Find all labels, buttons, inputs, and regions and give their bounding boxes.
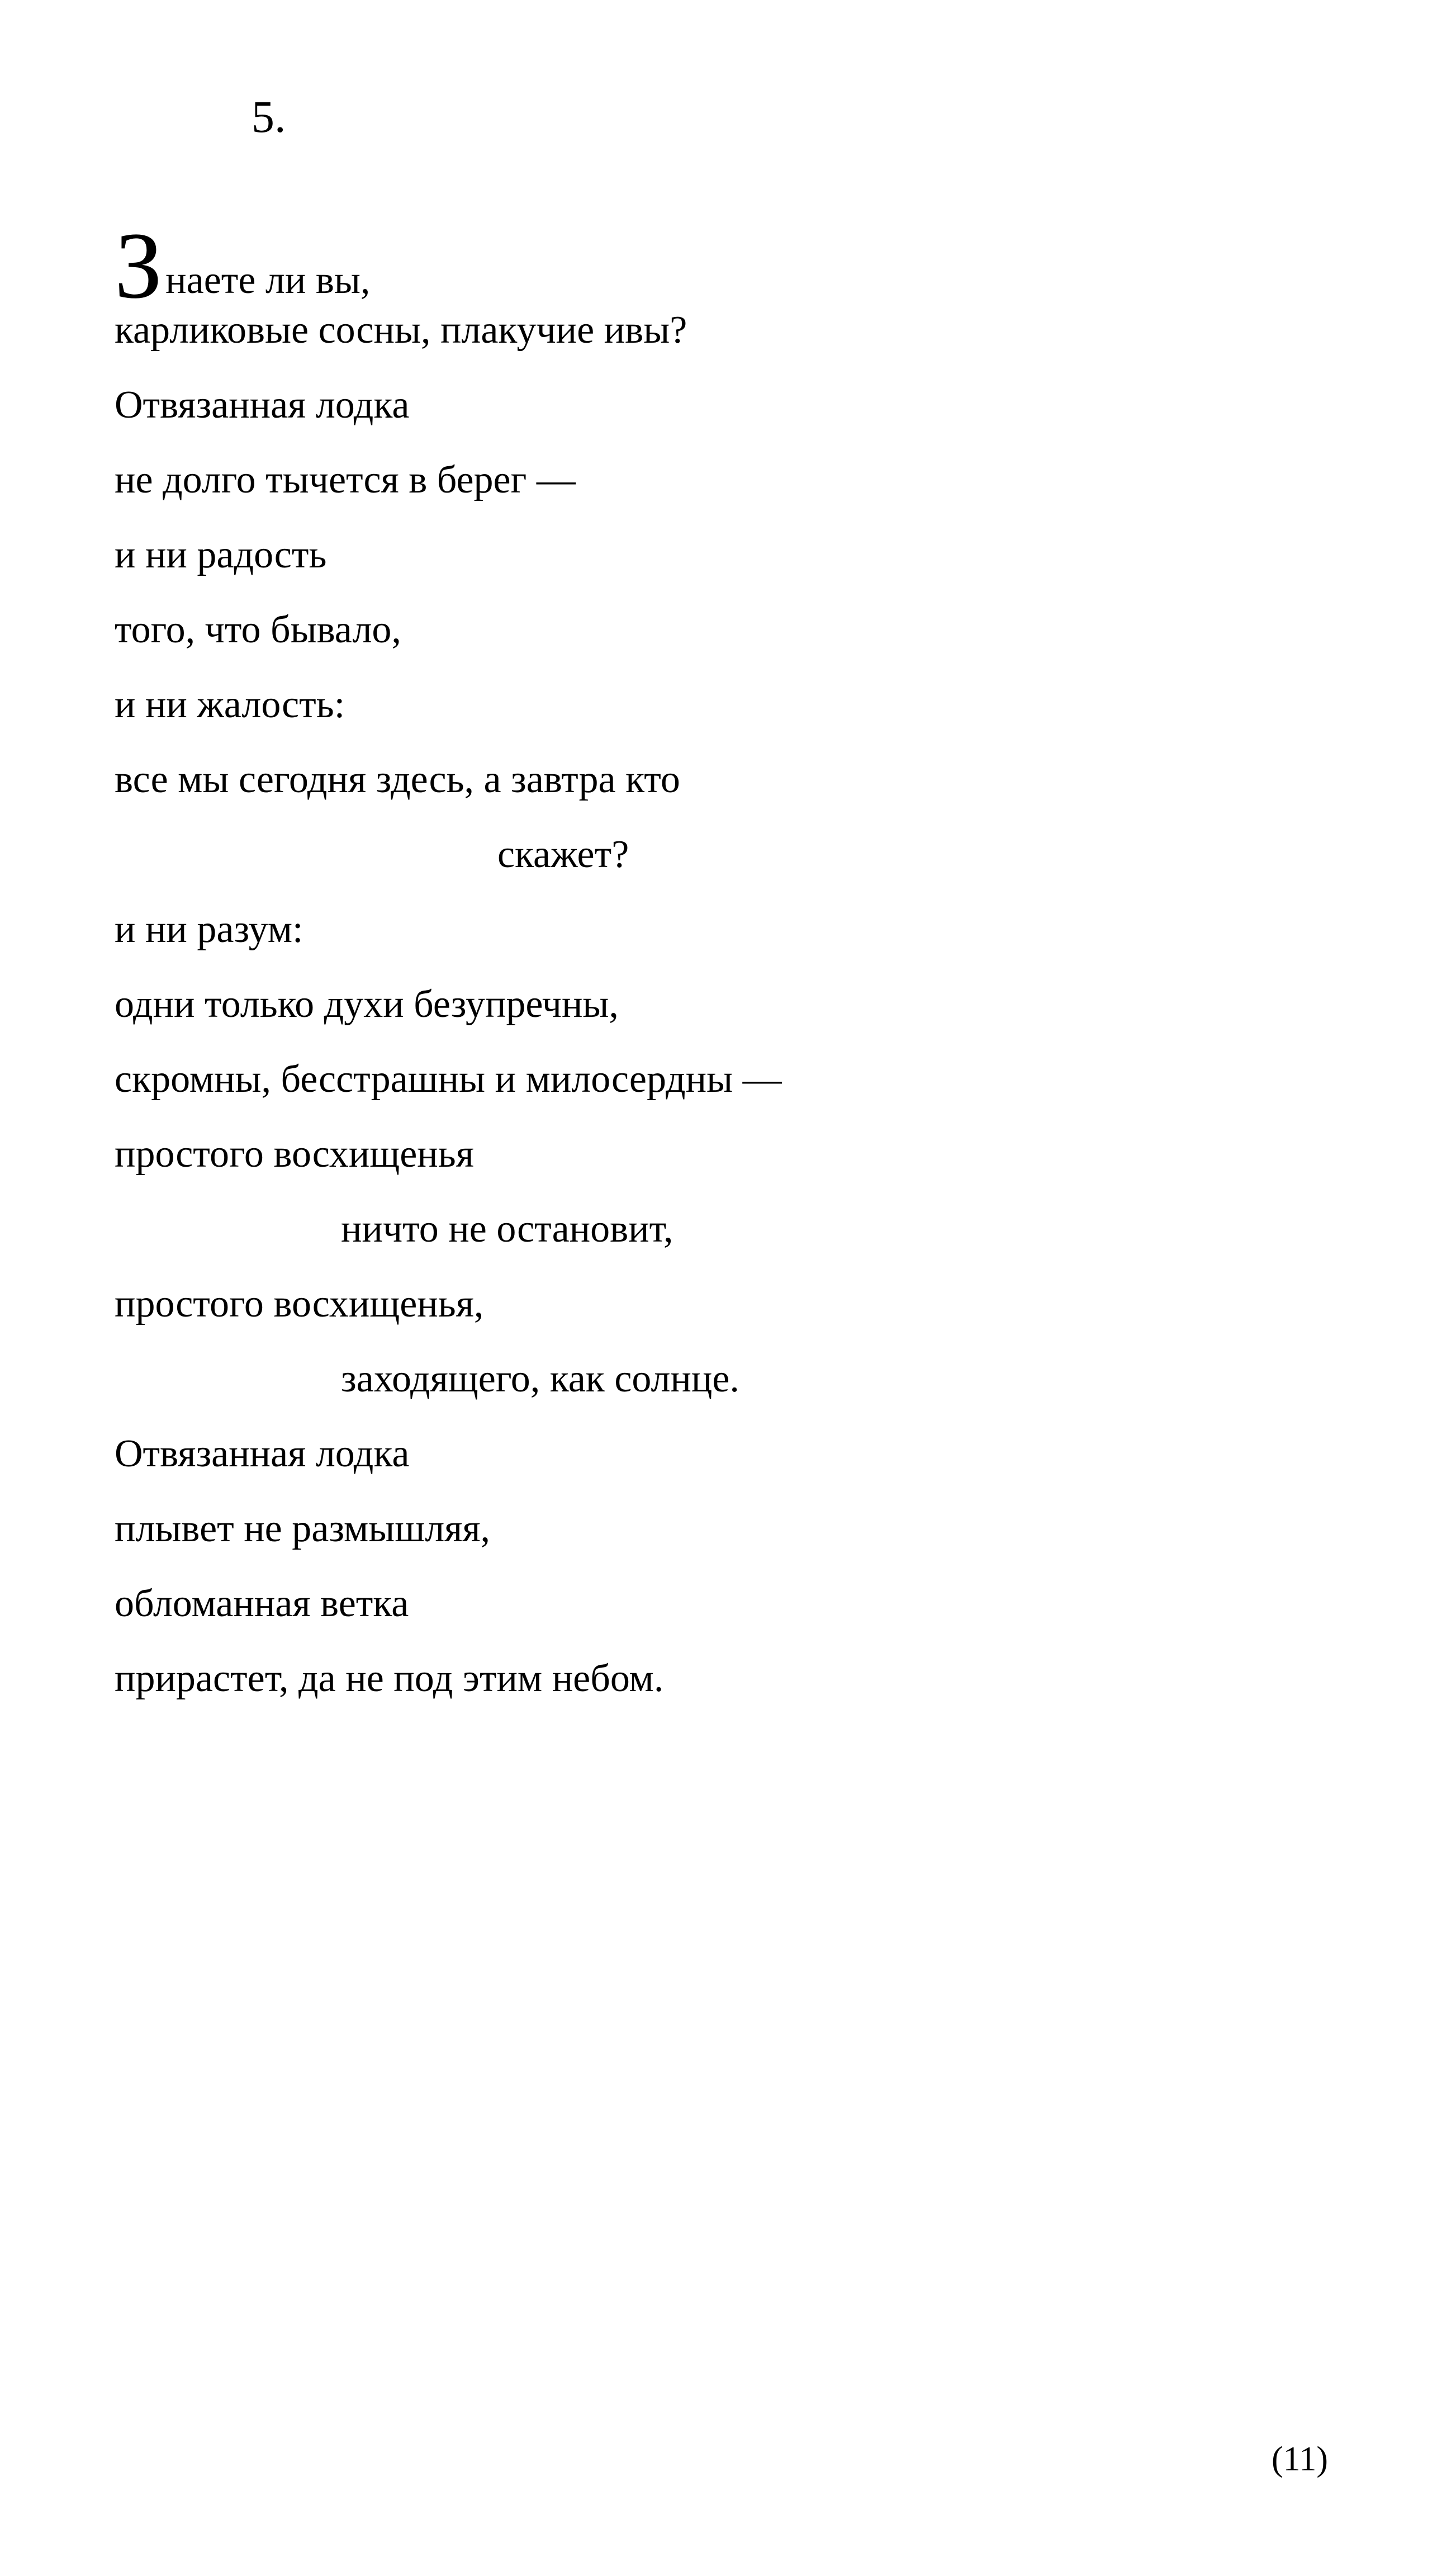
poem-line-14: ничто не остановит, xyxy=(341,1208,673,1251)
first-line-text: наете ли вы, xyxy=(165,259,371,302)
poem-line-5: и ни радость xyxy=(115,533,327,576)
poem-line-3: Отвязанная лодка xyxy=(115,383,410,427)
poem-number: 5. xyxy=(252,91,286,142)
poem-line-16: заходящего, как солнце. xyxy=(341,1357,739,1400)
poem-line-7: и ни жалость: xyxy=(115,683,345,726)
page-number: (11) xyxy=(1272,2440,1328,2478)
poem-line-1 xyxy=(115,213,1344,318)
poem-line-15: простого восхищенья, xyxy=(115,1282,484,1325)
poem-line-8: все мы сегодня здесь, а завтра кто xyxy=(115,758,680,801)
poem-line-18: плывет не размышляя, xyxy=(115,1507,491,1550)
drop-cap: З xyxy=(115,213,163,318)
poem-line-19: обломанная ветка xyxy=(115,1582,409,1625)
poem-line-12: скромны, бесстрашны и милосердны — xyxy=(115,1058,782,1101)
poem-line-17: Отвязанная лодка xyxy=(115,1432,410,1475)
poem-line-9: скажет? xyxy=(497,833,629,876)
poem-text xyxy=(115,213,1344,1716)
poem-line-6: того, что бывало, xyxy=(115,608,401,651)
poem-line-2: карликовые сосны, плакучие ивы? xyxy=(115,309,687,352)
poem-line-11: одни только духи безупречны, xyxy=(115,983,619,1026)
poem-line-20: прирастет, да не под этим небом. xyxy=(115,1657,664,1700)
poem-line-10: и ни разум: xyxy=(115,908,303,951)
poem-line-4: не долго тычется в берег — xyxy=(115,458,576,501)
poem-line-13: простого восхищенья xyxy=(115,1133,474,1176)
